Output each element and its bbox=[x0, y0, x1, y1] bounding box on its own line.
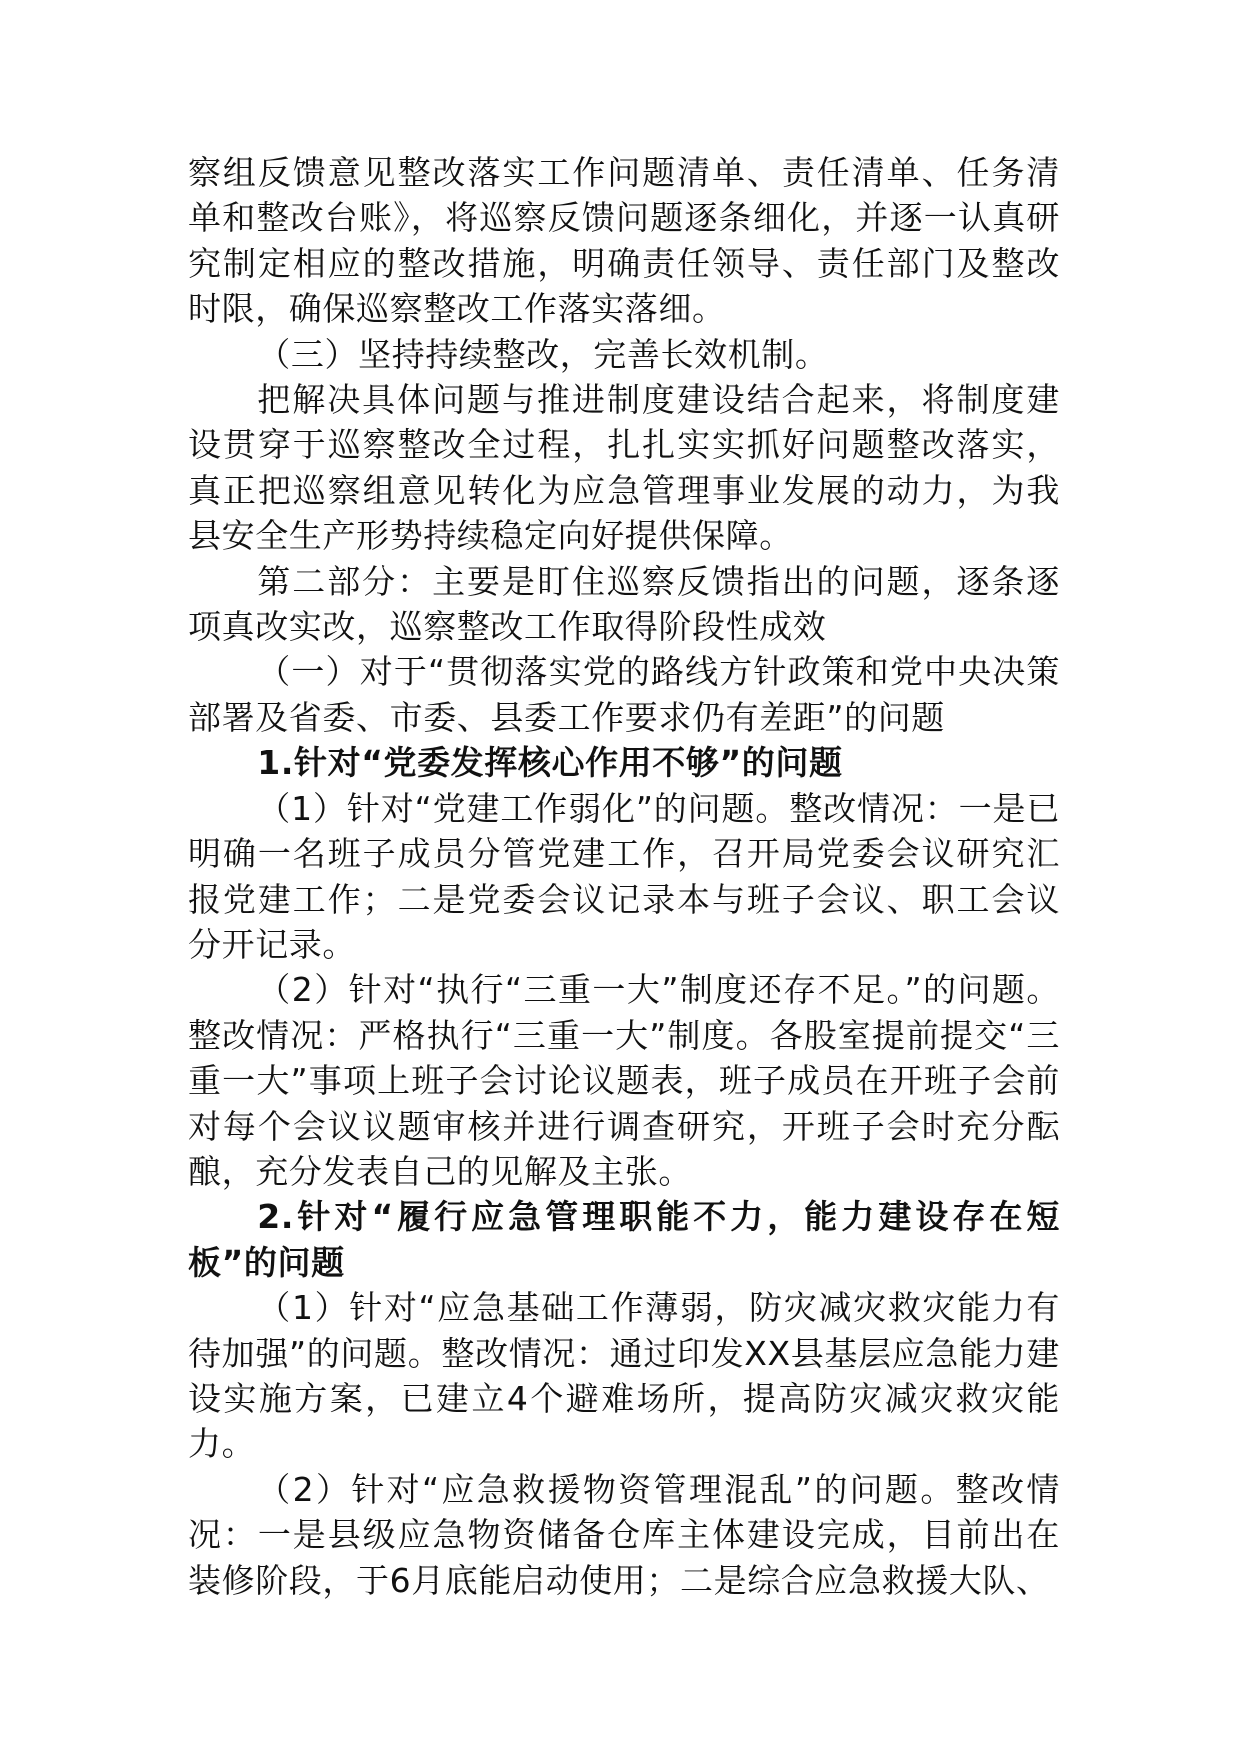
item-1-2: （2）针对“执行“三重一大”制度还存不足。”的问题。整改情况：严格执行“三重一大”制度。各股室提前提交“三重一大”事项上班子会讨论议题表，班子成员在开班子会前对每个会议议题审核并进行调查研究，开班子会时充分酝酿，充分发表自己的见解及主张。 bbox=[188, 970, 1060, 1191]
subsection-heading-1: （一）对于“贯彻落实党的路线方针政策和党中央决策部署及省委、市委、县委工作要求仍有差距”的问题 bbox=[188, 652, 1060, 737]
part-two-heading: 第二部分：主要是盯住巡察反馈指出的问题，逐条逐项真改实改，巡察整改工作取得阶段性成效 bbox=[188, 561, 1060, 647]
document-body bbox=[188, 150, 1060, 1603]
section-heading-3: （三）坚持持续整改，完善长效机制。 bbox=[257, 334, 829, 374]
item-2-2: （2）针对“应急救援物资管理混乱”的问题。整改情况：一是县级应急物资储备仓库主体建设完成，目前出在装修阶段，于6月底能启动使用；二是综合应急救援大队、 bbox=[188, 1469, 1060, 1600]
item-1-1: （1）针对“党建工作弱化”的问题。整改情况：一是已明确一名班子成员分管党建工作，召开局党委会议研究汇报党建工作；二是党委会议记录本与班子会议、职工会议分开记录。 bbox=[188, 788, 1060, 964]
item-2-1: （1）针对“应急基础工作薄弱，防灾减灾救灾能力有待加强”的问题。整改情况：通过印发XX县基层应急能力建设实施方案，已建立4个避难场所，提高防灾减灾救灾能力。 bbox=[188, 1288, 1060, 1464]
item-heading-1: 1.针对“党委发挥核心作用不够”的问题 bbox=[257, 743, 843, 783]
paragraph-1: 察组反馈意见整改落实工作问题清单、责任清单、任务清单和整改台账》，将巡察反馈问题逐条细化，并逐一认真研究制定相应的整改措施，明确责任领导、责任部门及整改时限，确保巡察整改工作落实落细。 bbox=[188, 153, 1060, 329]
item-heading-2: 2.针对“履行应急管理职能不力，能力建设存在短板”的问题 bbox=[188, 1197, 1060, 1282]
paragraph-3: 把解决具体问题与推进制度建设结合起来，将制度建设贯穿于巡察整改全过程，扎扎实实抓好问题整改落实，真正把巡察组意见转化为应急管理事业发展的动力，为我县安全生产形势持续稳定向好提供保障。 bbox=[188, 380, 1060, 556]
